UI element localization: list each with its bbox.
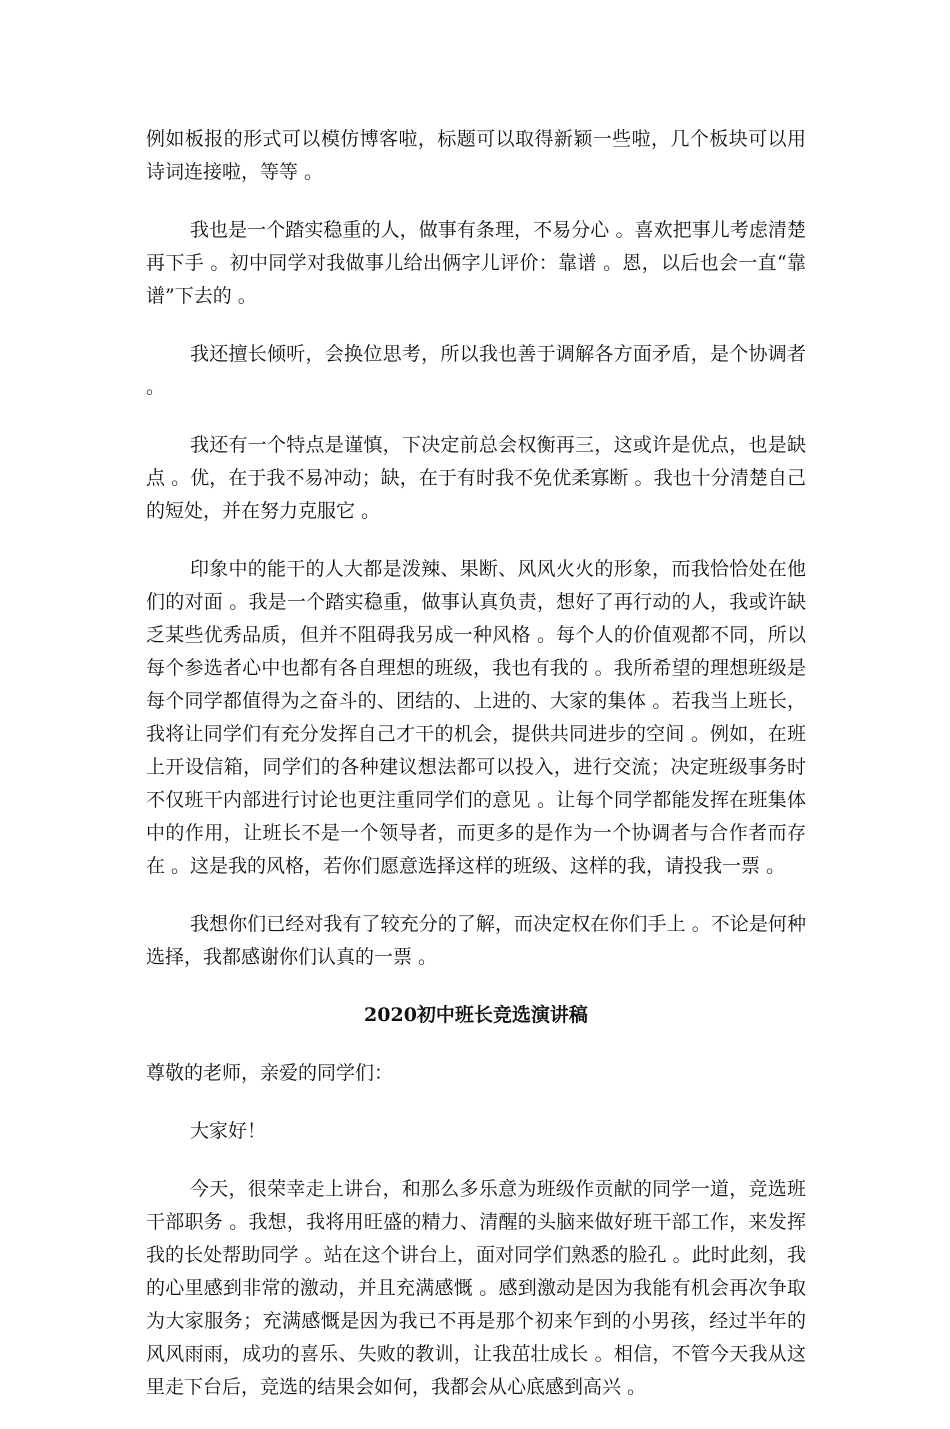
speech-title: 2020初中班长竞选演讲稿	[364, 1004, 588, 1026]
paragraph-continuation: 例如板报的形式可以模仿博客啦，标题可以取得新颖一些啦，几个板块可以用诗词连接啦，等等 。	[146, 128, 806, 183]
paragraph-steady: 我也是一个踏实稳重的人，做事有条理，不易分心 。喜欢把事儿考虑清楚再下手 。初中同学对我做事儿给出俩字儿评价：靠谱 。恩，以后也会一直“靠谱”下去的 。	[146, 219, 806, 307]
paragraph-ideal-class: 印象中的能干的人大都是泼辣、果断、风风火火的形象，而我恰恰处在他们的对面 。我是一个踏实稳重，做事认真负责，想好了再行动的人，我或许缺乏某些优秀品质，但并不阻碍我另成一种风格 。每个人的价值观都不同，所以每个参选者心中也都有各自理想的班级，我也有我的 。我所希望的理想班级是每个同学都值得为之奋斗的、团结的、上进的、大家的集体 。若我当上班长，我将让同学们有充分发挥自己才干的机会，提供共同进步的空间 。例如，在班上开设信箱，同学们的各种建议想法都可以投入，进行交流；决定班级事务时不仅班干内部进行讨论也更注重同学们的意见 。让每个同学都能发挥在班集体中的作用，让班长不是一个领导者，而更多的是作为一个协调者与合作者而存在 。这是我的风格，若你们愿意选择这样的班级、这样的我，请投我一票 。	[146, 558, 806, 877]
document-body	[146, 123, 806, 1429]
paragraph-cautious: 我还有一个特点是谨慎，下决定前总会权衡再三，这或许是优点，也是缺点 。优，在于我不易冲动；缺，在于有时我不免优柔寡断 。我也十分清楚自己的短处，并在努力克服它 。	[146, 434, 806, 522]
salutation: 尊敬的老师，亲爱的同学们：	[146, 1062, 394, 1084]
paragraph-listening: 我还擅长倾听，会换位思考，所以我也善于调解各方面矛盾，是个协调者 。	[146, 343, 806, 398]
paragraph-intro: 今天，很荣幸走上讲台，和那么多乐意为班级作贡献的同学一道，竞选班干部职务 。我想，我将用旺盛的精力、清醒的头脑来做好班干部工作，来发挥我的长处帮助同学 。站在这个讲台上，面对同学们熟悉的脸孔 。此时此刻，我的心里感到非常的激动，并且充满感慨 。感到激动是因为我能有机会再次争取为大家服务；充满感慨是因为我已不再是那个初来乍到的小男孩，经过半年的风风雨雨，成功的喜乐、失败的教训，让我茁壮成长 。相信，不管今天我从这里走下台后，竞选的结果会如何，我都会从心底感到高兴 。	[146, 1178, 806, 1398]
paragraph-closing: 我想你们已经对我有了较充分的了解，而决定权在你们手上 。不论是何种选择，我都感谢你们认真的一票 。	[146, 913, 806, 968]
greeting: 大家好！	[190, 1120, 267, 1142]
